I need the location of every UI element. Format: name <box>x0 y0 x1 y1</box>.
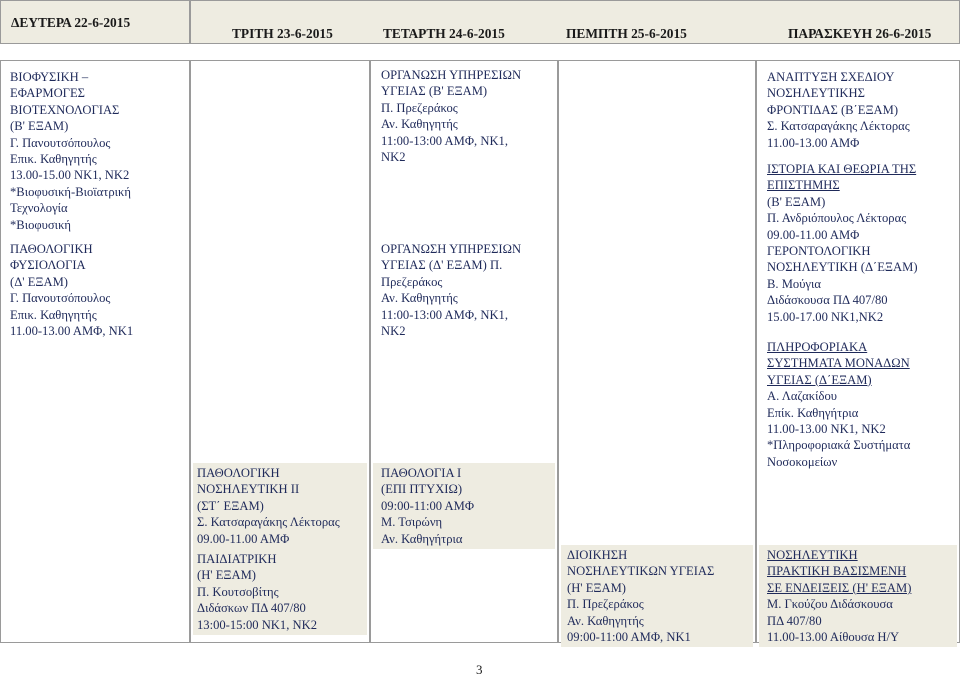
day-label: ΔΕΥΤΕΡΑ 22-6-2015 <box>11 15 131 30</box>
course-block: ΠΑΘΟΛΟΓΙΚΗ ΝΟΣΗΛΕΥΤΙΚΗ ΙΙ (ΣΤ΄ ΕΞΑΜ) Σ. Κατσαραγάκης Λέκτορας 09.00-11.00 ΑΜΦ <box>193 463 367 549</box>
day-label: ΠΑΡΑΣΚΕΥΗ 26-6-2015 <box>788 26 932 41</box>
day-label: ΤΡΙΤΗ 23-6-2015 <box>232 26 333 41</box>
column-friday <box>756 60 960 643</box>
header-days <box>190 0 960 44</box>
course-block: ΝΟΣΗΛΕΥΤΙΚΗ ΠΡΑΚΤΙΚΗ ΒΑΣΙΣΜΕΝΗ ΣΕ ΕΝΔΕΙΞΕΙΣ (Η' ΕΞΑΜ) Μ. Γκούζου Διδάσκουσα ΠΔ 407/80 11.00-13.00 Αίθουσα Η/Υ <box>759 545 957 647</box>
course-block: ΙΣΤΟΡΙΑ ΚΑΙ ΘΕΩΡΙΑ ΤΗΣ ΕΠΙΣΤΗΜΗΣ (Β' ΕΞΑΜ) Π. Ανδριόπουλος Λέκτορας 09.00-11.00 ΑΜΦ <box>767 162 917 242</box>
course-block: ΠΑΘΟΛΟΓΙΑ Ι (ΕΠΙ ΠΤΥΧΙΩ) 09:00-11:00 ΑΜΦ Μ. Τσιρώνη Αν. Καθηγήτρια <box>373 463 555 549</box>
course-block: ΟΡΓΑΝΩΣΗ ΥΠΗΡΕΣΙΩΝ ΥΓΕΙΑΣ (Β' ΕΞΑΜ) Π. Πρεζεράκος Αν. Καθηγητής 11:00-13:00 ΑΜΦ, ΝΚ1, ΝΚ2 <box>381 68 522 165</box>
course-block: ΠΛΗΡΟΦΟΡΙΑΚΑ ΣΥΣΤΗΜΑΤΑ ΜΟΝΑΔΩΝ ΥΓΕΙΑΣ (Δ΄ΕΞΑΜ) Α. Λαζακίδου Επίκ. Καθηγήτρια 11.00-13.00 ΝΚ1, ΝΚ2 *Πληροφοριακά Συστήματα Νοσοκομείων <box>767 340 911 469</box>
column-tuesday <box>190 60 370 643</box>
day-label: ΠΕΜΠΤΗ 25-6-2015 <box>566 26 687 41</box>
header-monday <box>0 0 190 44</box>
course-block: ΓΕΡΟΝΤΟΛΟΓΙΚΗ ΝΟΣΗΛΕΥΤΙΚΗ (Δ΄ΕΞΑΜ) Β. Μούγια Διδάσκουσα ΠΔ 407/80 15.00-17.00 ΝΚ1,ΝΚ2 <box>767 244 918 324</box>
column-monday <box>0 60 190 643</box>
page-number: 3 <box>476 662 483 677</box>
course-block: ΟΡΓΑΝΩΣΗ ΥΠΗΡΕΣΙΩΝ ΥΓΕΙΑΣ (Δ' ΕΞΑΜ) Π. Πρεζεράκος Αν. Καθηγητής 11:00-13:00 ΑΜΦ, ΝΚ1, ΝΚ2 <box>381 242 522 339</box>
course-block: ΠΑΘΟΛΟΓΙΚΗ ΦΥΣΙΟΛΟΓΙΑ (Δ' ΕΞΑΜ) Γ. Πανουτσόπουλος Επικ. Καθηγητής 11.00-13.00 ΑΜΦ, ΝΚ1 <box>10 242 134 339</box>
column-wednesday <box>370 60 558 643</box>
column-thursday <box>558 60 756 643</box>
course-block: ΒΙΟΦΥΣΙΚΗ – ΕΦΑΡΜΟΓΕΣ ΒΙΟΤΕΧΝΟΛΟΓΙΑΣ (Β' ΕΞΑΜ) Γ. Πανουτσόπουλος Επικ. Καθηγητής 13.00-15.00 ΝΚ1, ΝΚ2 *Βιοφυσική-Βιοϊατρική Τεχνολογία *Βιοφυσική <box>10 70 131 232</box>
day-label: ΤΕΤΑΡΤΗ 24-6-2015 <box>383 26 505 41</box>
course-block: ΔΙΟΙΚΗΣΗ ΝΟΣΗΛΕΥΤΙΚΩΝ ΥΓΕΙΑΣ (Η' ΕΞΑΜ) Π. Πρεζεράκος Αν. Καθηγητής 09:00-11:00 ΑΜΦ, ΝΚ1 <box>561 545 753 647</box>
course-block: ΠΑΙΔΙΑΤΡΙΚΗ (Η' ΕΞΑΜ) Π. Κουτσοβίτης Διδάσκων ΠΔ 407/80 13:00-15:00 ΝΚ1, ΝΚ2 <box>193 549 367 635</box>
course-block: ΑΝΑΠΤΥΞΗ ΣΧΕΔΙΟΥ ΝΟΣΗΛΕΥΤΙΚΗΣ ΦΡΟΝΤΙΔΑΣ (Β΄ΕΞΑΜ) Σ. Κατσαραγάκης Λέκτορας 11.00-13.00 ΑΜΦ <box>767 70 910 150</box>
